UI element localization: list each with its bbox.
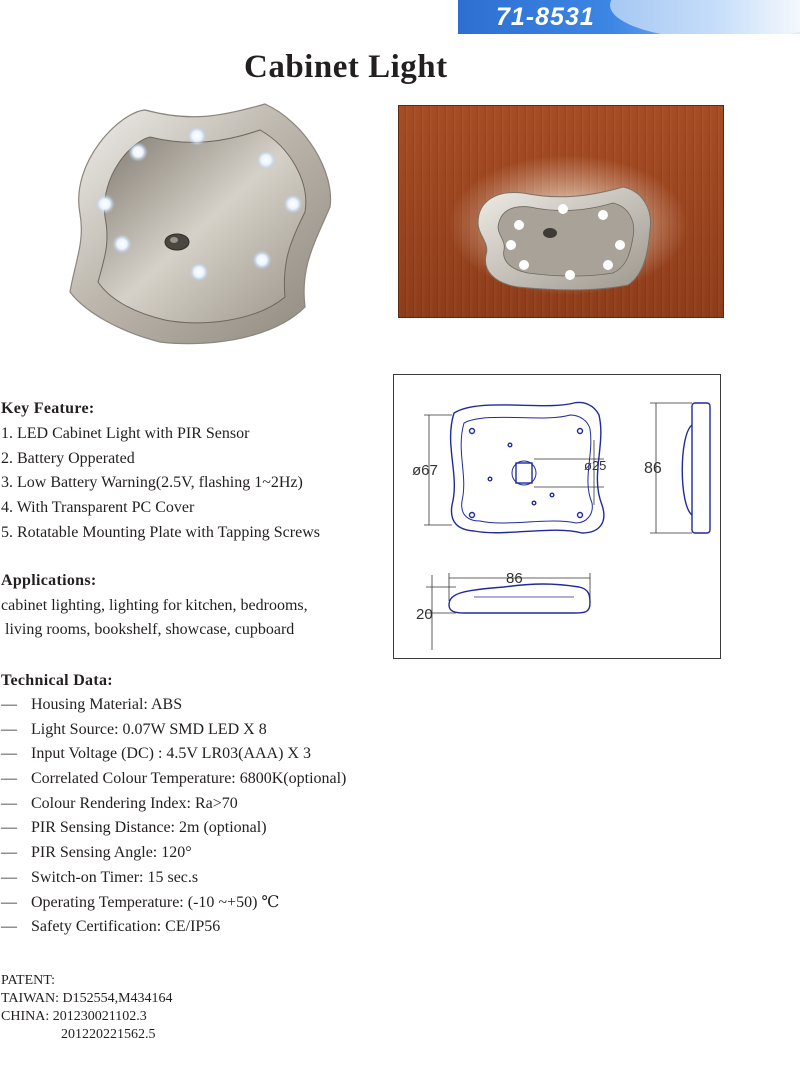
product-photo (50, 92, 350, 354)
list-item (1, 792, 346, 817)
applications-heading: Applications: (1, 572, 97, 589)
list-item: 5. Rotatable Mounting Plate with Tapping Screws (1, 523, 320, 541)
list-item (1, 767, 346, 792)
dash: — (1, 868, 17, 886)
dim-diameter-outer: ø67 (412, 462, 438, 479)
dim-side-height: 86 (644, 460, 662, 477)
technical-data-heading: Technical Data: (1, 672, 113, 689)
patent-label: PATENT: (1, 973, 56, 988)
list-item (1, 841, 346, 866)
spec-text: Input Voltage (DC) : 4.5V LR03(AAA) X 3 (31, 745, 311, 763)
dim-width: 86 (506, 570, 523, 587)
dash: — (1, 918, 17, 936)
spec-text: Correlated Colour Temperature: 6800K(optional) (31, 770, 347, 788)
patent-china-1: CHINA: 201230021102.3 (1, 1009, 147, 1024)
technical-data-list (1, 693, 346, 940)
list-item: 1. LED Cabinet Light with PIR Sensor (1, 425, 250, 442)
dash: — (1, 893, 17, 911)
banner-swoosh (610, 0, 800, 34)
list-item (1, 693, 346, 718)
list-item: 3. Low Battery Warning(2.5V, flashing 1~2Hz) (1, 474, 303, 492)
page-title: Cabinet Light (244, 49, 448, 85)
dim-diameter-inner: ø25 (584, 458, 607, 473)
spec-text: Light Source: 0.07W SMD LED X 8 (31, 720, 267, 738)
list-item (1, 816, 346, 841)
spec-text: Colour Rendering Index: Ra>70 (31, 794, 238, 812)
dash: — (1, 844, 17, 862)
key-feature-list (1, 422, 320, 545)
list-item (1, 891, 346, 916)
patent-taiwan: TAIWAN: D152554,M434164 (1, 991, 173, 1006)
key-feature-heading: Key Feature: (1, 400, 95, 417)
dash: — (1, 696, 17, 713)
list-item: 4. With Transparent PC Cover (1, 499, 195, 517)
dash: — (1, 794, 17, 812)
dash: — (1, 745, 17, 763)
spec-text: Housing Material: ABS (31, 696, 183, 713)
dash: — (1, 770, 17, 788)
list-item (1, 866, 346, 891)
drawing-svg (394, 375, 720, 658)
list-item: 2. Battery Opperated (1, 449, 135, 467)
technical-drawing (393, 374, 721, 659)
model-number: 71-8531 (496, 3, 595, 31)
spec-text: PIR Sensing Distance: 2m (optional) (31, 819, 267, 837)
spec-text: Safety Certification: CE/IP56 (31, 918, 221, 936)
patent-block (1, 972, 173, 1044)
list-item (1, 718, 346, 743)
installed-photo (398, 105, 724, 318)
list-item (1, 742, 346, 767)
spec-text: PIR Sensing Angle: 120° (31, 844, 192, 862)
list-item (1, 915, 346, 940)
spec-text: Switch-on Timer: 15 sec.s (31, 868, 199, 886)
applications-line-1: cabinet lighting, lighting for kitchen, bedrooms, (1, 597, 308, 614)
dash: — (1, 720, 17, 738)
patent-china-2: 201220221562.5 (61, 1027, 156, 1042)
spec-text: Operating Temperature: (-10 ~+50) ℃ (31, 893, 280, 911)
dash: — (1, 819, 17, 837)
applications-line-2: living rooms, bookshelf, showcase, cupboard (1, 621, 295, 638)
dim-thickness: 20 (416, 606, 433, 623)
